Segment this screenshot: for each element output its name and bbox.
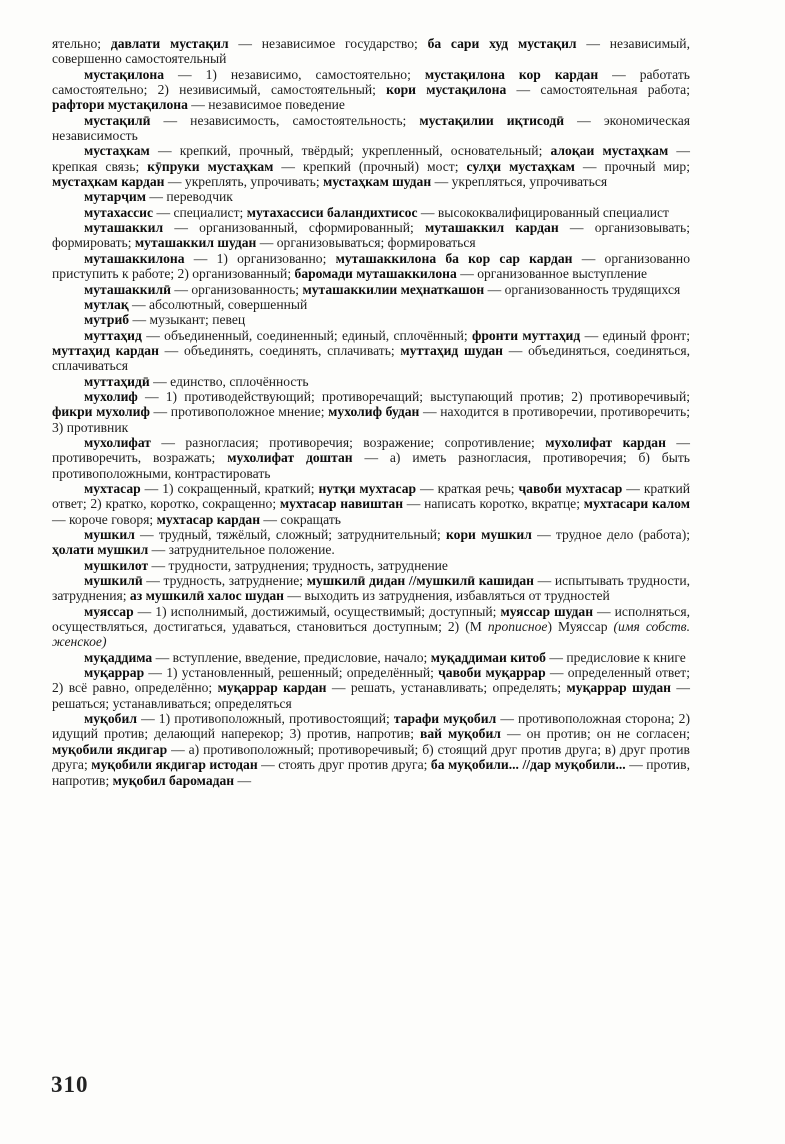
headword: муяссар шудан (500, 603, 594, 619)
dictionary-entry (52, 297, 690, 312)
definition-text: — предисловие к книге (545, 649, 686, 665)
headword: мухолифат кардан (545, 434, 666, 450)
headword: муттаҳид кардан (52, 342, 159, 358)
headword: вай муқобил (420, 726, 501, 742)
definition-text: — укрепляться, упрочиваться (431, 174, 608, 190)
headword: кӯпруки мустаҳкам (147, 158, 274, 174)
dictionary-entry (52, 711, 690, 788)
headword: мустақилона (84, 66, 165, 82)
definition-text: — трудный, тяжёлый, сложный; затруднительный; (134, 527, 447, 542)
definition-text: ятельно; (52, 36, 111, 51)
headword: муташаккилии меҳнаткашон (302, 281, 485, 297)
headword: мухолиф (84, 388, 138, 404)
definition-text: — независимое государство; (228, 36, 428, 51)
dictionary-entry (52, 481, 690, 527)
definition-text: — краткая речь; (416, 480, 519, 496)
definition-text: — организованность трудящихся (484, 281, 681, 297)
definition-text: — 1) установленный, решенный; определённый; (144, 665, 439, 681)
definition-text: — экономическая независимость (52, 112, 690, 144)
dictionary-entry (52, 558, 690, 573)
headword: муташаккил (84, 220, 164, 236)
definition-text: — 1) организованно; (184, 250, 336, 266)
headword: муттаҳид (84, 327, 142, 343)
headword: мустақилии иқтисодӣ (419, 112, 565, 128)
page-number: 310 (51, 1072, 89, 1097)
headword: мухолифат (84, 434, 151, 450)
definition-text: — определенный ответ; 2) всё равно, определённо; (52, 665, 691, 696)
headword: мухтасар (84, 480, 141, 496)
definition-text: — крепкий (прочный) мост; (273, 158, 467, 174)
dictionary-entry (52, 604, 690, 650)
headword: мустаҳкам кардан (52, 174, 165, 190)
headword: ҳолати мушкил (52, 542, 149, 558)
headword: мутриб (84, 312, 130, 328)
definition-text: — он против; он не согласен; (500, 726, 691, 742)
headword: мушкилот (84, 557, 149, 573)
dictionary-entry (52, 665, 690, 711)
definition-text: — независимый, совершенно самостоятельный (52, 36, 690, 67)
definition-text: — организованно приступить к работе; 2) организованный; (52, 250, 690, 282)
headword: муташаккилона (84, 250, 185, 266)
dictionary-entry (52, 389, 690, 435)
headword: муташаккил кардан (425, 220, 559, 236)
headword: муқобили якдигар истодан (91, 757, 258, 773)
definition-text: — короче говоря; (52, 511, 157, 527)
headword: фронти муттаҳид (471, 327, 581, 343)
headword: мухтасари калом (583, 496, 690, 512)
dictionary-entry (52, 189, 690, 204)
definition-text: — противоположная сторона; 2) идущий против; делающий наперекор; 3) против, напротив; (52, 711, 691, 742)
dictionary-entry (52, 143, 690, 189)
headword: мутахассис (84, 204, 154, 220)
definition-text: — работать самостоятельно; 2) незивисимый, самостоятельный; (52, 66, 690, 98)
definition-text: — трудность, затруднение; (142, 573, 307, 589)
usage-note: прописное (487, 619, 548, 635)
headword: мустаҳкам (84, 143, 150, 159)
dictionary-entry (52, 220, 690, 251)
dictionary-entry (52, 328, 690, 374)
headword: муқаррар шудан (566, 680, 672, 696)
headword: муқобили якдигар (52, 741, 168, 757)
headword: муттаҳидӣ (84, 373, 150, 389)
definition-text: — а) противоположный; противоречивый; б) стоящий друг против друга; в) друг против друга; (52, 741, 690, 773)
headword: тарафи муқобил (393, 711, 497, 727)
dictionary-entry (52, 251, 690, 282)
definition-text: — прочный мир; (574, 158, 690, 174)
dictionary-entry (52, 67, 690, 113)
definition-text: — стоять друг против друга; (257, 757, 431, 773)
headword: давлати мустақил (110, 36, 229, 51)
dictionary-entry (52, 573, 690, 604)
headword: ба муқобили... //дар муқобили... (430, 757, 626, 773)
definition-text: — находится в противоречии, противоречить; 3) противник (52, 404, 690, 435)
headword: мухтасар навиштан (279, 496, 404, 512)
definition-text: — а) иметь разногласия, противоречия; б) быть противоположными, контрастировать (52, 450, 690, 481)
headword: муяссар (84, 603, 134, 619)
definition-text: — высококвалифицированный специалист (417, 204, 669, 220)
definition-text: — вступление, введение, предисловие, начало; (152, 649, 431, 665)
headword: мустаҳкам шудан (323, 174, 432, 190)
headword: муқаррар кардан (217, 680, 327, 696)
definition-text: — противоположное мнение; (149, 404, 329, 420)
headword: кори мушкил (446, 527, 532, 542)
headword: муқобил (84, 711, 137, 727)
definition-text: — решаться; устанавливаться; определяться (52, 680, 691, 711)
headword: мушкилӣ (84, 573, 143, 589)
definition-text: — музыкант; певец (129, 312, 246, 328)
definition-text: — крепкий, прочный, твёрдый; укрепленный, основательный; (149, 143, 551, 159)
definition-text: — независимость, самостоятельность; (150, 112, 420, 128)
dictionary-entry (52, 374, 690, 389)
headword: мутарҷим (84, 189, 147, 205)
definition-text: — (234, 772, 252, 788)
headword: ҷавоби муқаррар (438, 665, 546, 681)
definition-text: — 1) противоположный, противостоящий; (136, 711, 394, 727)
headword: мухолифат доштан (227, 450, 353, 466)
definition-text: — краткий ответ; 2) кратко, коротко, сокращенно; (52, 480, 690, 512)
headword: мустақилӣ (84, 112, 151, 128)
definition-text: — исполняться, осуществляться, достигаться, удаваться, становиться доступным; 2) (М (52, 603, 690, 635)
dictionary-entry (52, 282, 690, 297)
definition-text: — выходить из затруднения, избавляться от трудностей (283, 588, 610, 604)
definition-text: — 1) исполнимый, достижимый, осуществимый; доступный; (133, 603, 501, 619)
headword: муқобил баромадан (112, 772, 235, 788)
headword: мушкил (84, 527, 135, 542)
definition-text: — сокращать (260, 511, 341, 527)
headword: муттаҳид шудан (400, 342, 503, 358)
definition-text: — 1) противодействующий; противоречащий; выступающий против; 2) противоречивый; (137, 388, 690, 404)
definition-text: — единство, сплочённость (149, 373, 309, 389)
definition-text: — объединяться, соединяться, сплачиваться (52, 342, 691, 374)
headword: мухтасар кардан (156, 511, 261, 527)
headword: баромади муташаккилона (294, 266, 457, 282)
headword: муташаккилона ба кор сар кардан (335, 250, 573, 266)
definition-text: — 1) сокращенный, краткий; (140, 480, 319, 496)
headword: сулҳи мустаҳкам (466, 158, 575, 174)
headword: ба сари худ мустақил (427, 36, 577, 51)
definition-text: — самостоятельная работа; (506, 82, 690, 98)
headword: мутлақ (84, 296, 129, 312)
dictionary-entry (52, 435, 690, 481)
definition-text: — разногласия; противоречия; возражение; сопротивление; (150, 434, 546, 450)
definition-text: — испытывать трудности, затруднения; (52, 573, 690, 604)
headword: рафтори мустақилона (52, 97, 188, 113)
dictionary-entry (52, 650, 690, 665)
definition-text: — укреплять, упрочивать; (164, 174, 324, 190)
definition-text: — организованный, сформированный; (163, 220, 426, 236)
definition-text: — организованность; (170, 281, 303, 297)
definition-text: — крепкая связь; (52, 143, 690, 174)
dictionary-entry (52, 36, 690, 67)
headword: муқаррар (84, 665, 145, 681)
headword: мустақилона кор кардан (424, 66, 599, 82)
definition-text: — организовывать; формировать; (52, 220, 691, 251)
headword: мутахассиси баландихтисос (246, 204, 418, 220)
headword: кори мустақилона (386, 82, 507, 98)
headword: нутқи мухтасар (318, 480, 417, 496)
definition-text: — объединенный, соединенный; единый, сплочённый; (141, 327, 472, 343)
definition-text: — абсолютный, совершенный (128, 296, 308, 312)
headword: мухолиф будан (328, 404, 420, 420)
headword: ҷавоби мухтасар (518, 480, 623, 496)
definition-text: — организованное выступление (456, 266, 648, 282)
definition-text: — трудное дело (работа); (531, 527, 691, 542)
usage-note: (имя собств. женское) (52, 619, 690, 650)
definition-text: — написать коротко, вкратце; (403, 496, 584, 512)
dictionary-entries (52, 36, 690, 788)
headword: фикри мухолиф (52, 404, 150, 420)
definition-text: — единый фронт; (580, 327, 690, 343)
definition-text: — 1) независимо, самостоятельно; (164, 66, 425, 82)
headword: муташаккил шудан (134, 235, 257, 251)
headword: муқаддимаи китоб (430, 649, 546, 665)
definition-text: — объединять, соединять, сплачивать; (158, 342, 401, 358)
definition-text: — организовываться; формироваться (256, 235, 476, 251)
headword: муташаккилӣ (84, 281, 171, 297)
headword: аз мушкилӣ халос шудан (129, 588, 284, 604)
dictionary-entry (52, 527, 690, 558)
definition-text: — трудности, затруднения; трудность, затруднение (148, 557, 448, 573)
definition-text: — против, напротив; (52, 757, 691, 788)
definition-text: — противоречить, возражать; (52, 434, 690, 466)
definition-text: — затруднительное положение. (148, 542, 335, 558)
headword: мушкилӣ дидан //мушкилӣ кашидан (306, 573, 534, 589)
definition-text: — переводчик (146, 189, 233, 205)
dictionary-entry (52, 113, 690, 144)
headword: алоқаи мустаҳкам (550, 143, 669, 159)
definition-text: — решать, устанавливать; определять; (326, 680, 567, 696)
headword: муқаддима (84, 649, 153, 665)
dictionary-entry (52, 205, 690, 220)
dictionary-entry (52, 312, 690, 327)
definition-text: ) Муяссар (547, 619, 614, 635)
definition-text: — независимое поведение (187, 97, 345, 113)
definition-text: — специалист; (153, 204, 247, 220)
